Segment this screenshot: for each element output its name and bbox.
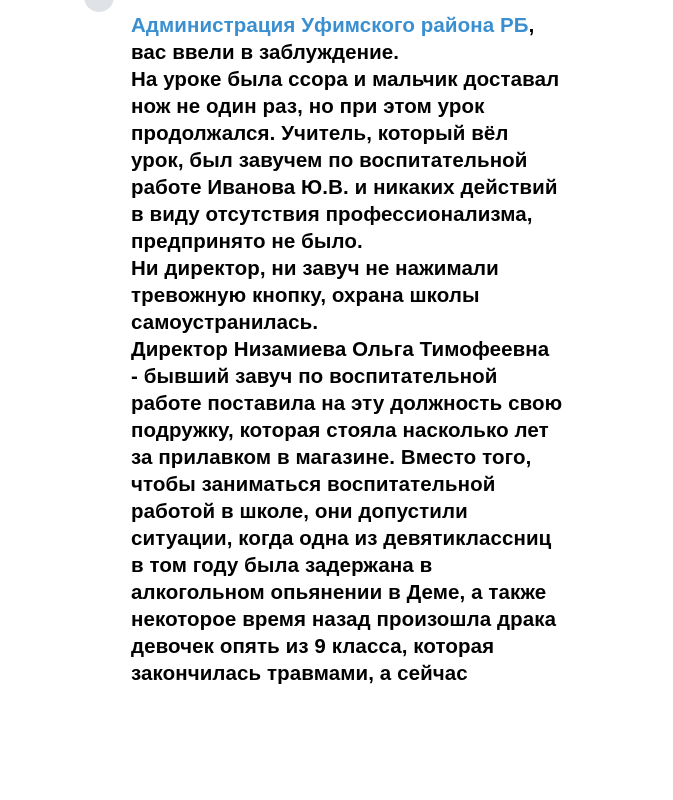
message-line: в виду отсутствия профессионализма, [131,203,533,226]
message-line: вас ввели в заблуждение. [131,41,400,64]
message-line: урок, был завучем по воспитательной [131,149,528,172]
message-line: закончилась травмами, а сейчас [131,662,468,685]
message-bubble [131,12,671,687]
message-line: работой в школе, они допустили [131,500,468,523]
message-line: Директор Низамиева Ольга Тимофеевна [131,338,550,361]
message-line: некоторое время назад произошла драка [131,608,557,631]
message-line: за прилавком в магазине. Вместо того, [131,446,532,469]
message-line: в том году была задержана в [131,554,433,577]
sender-name-link[interactable]: Администрация Уфимского района РБ [131,14,529,37]
message-line: тревожную кнопку, охрана школы [131,284,480,307]
message-line: чтобы заниматься воспитательной [131,473,496,496]
message-line: алкогольном опьянении в Деме, а также [131,581,547,604]
message-line: работе поставила на эту должность свою [131,392,563,415]
sender-name-line [131,12,671,39]
message-line: Ни директор, ни завуч не нажимали [131,257,499,280]
message-line: предпринято не было. [131,230,363,253]
sender-comma: , [528,14,535,37]
message-line: - бывший завуч по воспитательной [131,365,498,388]
message-line: работе Иванова Ю.В. и никаких действий [131,176,558,199]
message-line: подружку, которая стояла насколько лет [131,419,549,442]
message-line: нож не один раз, но при этом урок [131,95,485,118]
message-line: ситуации, когда одна из девятиклассниц [131,527,552,550]
avatar[interactable] [84,0,114,12]
message-line: девочек опять из 9 класса, которая [131,635,495,658]
message-line: продолжался. Учитель, который вёл [131,122,509,145]
message-line: На уроке была ссора и мальчик доставал [131,68,560,91]
message-line: самоустранилась. [131,311,319,334]
